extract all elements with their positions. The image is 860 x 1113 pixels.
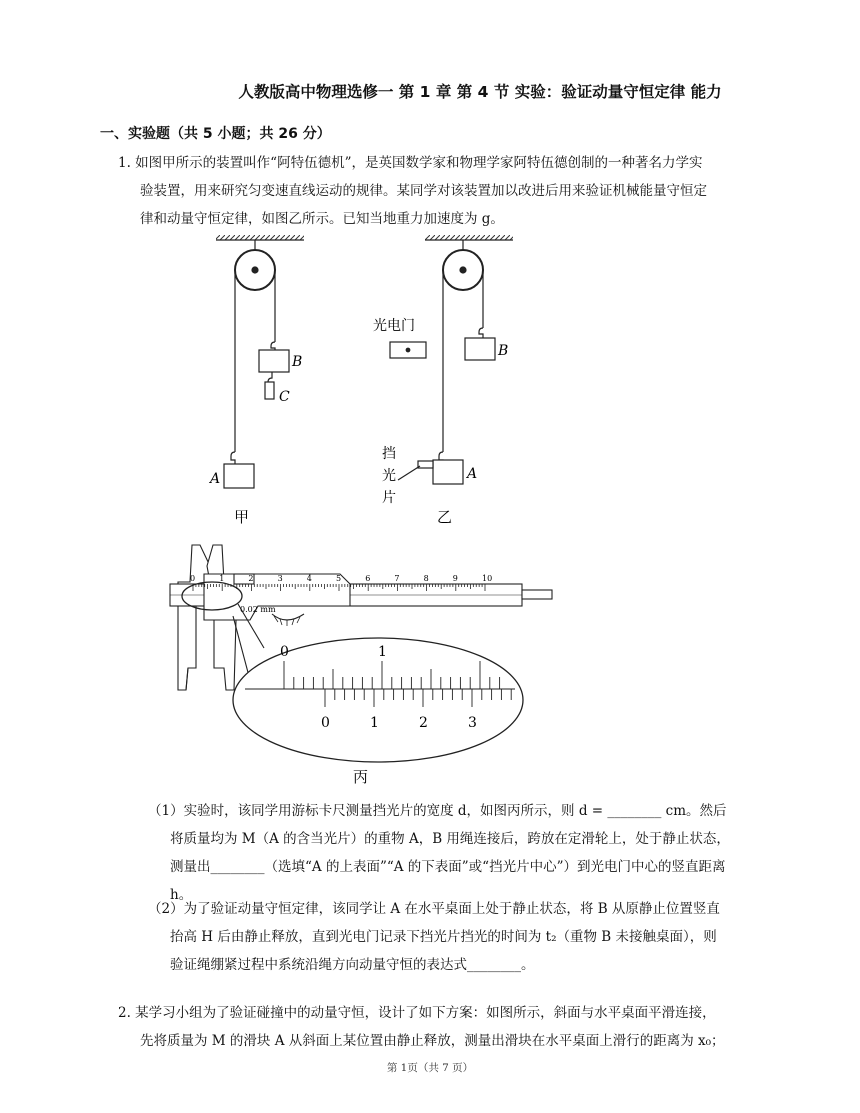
zoom-vernier-label: 3 xyxy=(468,715,477,731)
q1-line-2: 验装置，用来研究匀变速直线运动的规律。某同学对该装置加以改进后用来验证机械能量守恒定 xyxy=(140,183,707,199)
mass-A-jia xyxy=(224,464,254,488)
figure-atwood-caliper xyxy=(150,228,570,793)
ceiling-yi xyxy=(425,235,513,240)
zoom-main-label: 1 xyxy=(378,644,387,660)
main-tick-label: 7 xyxy=(394,574,400,583)
q2-line-1: 2. 某学习小组为了验证碰撞中的动量守恒，设计了如下方案：如图所示，斜面与水平桌面平滑连接， xyxy=(118,1005,716,1021)
main-tick-label: 10 xyxy=(482,574,493,583)
sub1-line-3: 测量出________（选填“A 的上表面”“A 的下表面”或“挡光片中心”）到光电门中心的竖直距离 xyxy=(170,859,726,875)
figure-yi xyxy=(390,235,513,484)
question-1-part-2 xyxy=(148,895,768,979)
page-title: 人教版高中物理选修一 第 1 章 第 4 节 实验：验证动量守恒定律 能力 xyxy=(238,83,722,101)
label-shutter-1: 挡 xyxy=(382,446,396,462)
zoom-vernier-label: 0 xyxy=(321,715,330,731)
label-yi: 乙 xyxy=(437,508,453,526)
question-1-stem xyxy=(118,149,768,233)
section-heading: 一、实验题（共 5 小题；共 26 分） xyxy=(100,126,331,142)
question-1-part-1 xyxy=(148,797,768,909)
label-B-yi: B xyxy=(498,343,509,359)
sub1-line-4: h。 xyxy=(170,887,193,903)
shutter-plate xyxy=(418,461,433,468)
mass-A-yi xyxy=(433,460,463,484)
sub2-line-1: （2）为了验证动量守恒定律，该同学让 A 在水平桌面上处于静止状态，将 B 从原静止位置竖直 xyxy=(148,901,720,917)
main-tick-label: 8 xyxy=(423,574,429,583)
mass-B-jia xyxy=(259,350,289,372)
main-tick-label: 6 xyxy=(365,574,371,583)
mass-C xyxy=(265,382,274,399)
label-A-yi: A xyxy=(467,466,478,482)
figure-bing-caliper xyxy=(170,545,552,762)
main-tick-label: 2 xyxy=(248,574,254,583)
figure-jia xyxy=(216,235,304,488)
main-tick-label: 5 xyxy=(336,574,342,583)
zoom-main-label: 0 xyxy=(280,644,289,660)
label-bing: 丙 xyxy=(353,768,369,786)
main-tick-label: 4 xyxy=(306,574,312,583)
ceiling-jia xyxy=(216,235,304,240)
label-photogate: 光电门 xyxy=(373,318,415,334)
caliper-precision-label: 0.02 mm xyxy=(240,605,276,614)
q1-line-3: 律和动量守恒定律，如图乙所示。已知当地重力加速度为 g。 xyxy=(140,211,504,227)
sub2-line-2: 抬高 H 后由静止释放，直到光电门记录下挡光片挡光的时间为 t₂（重物 B 未接触桌面），则 xyxy=(170,929,717,945)
q2-line-2: 先将质量为 M 的滑块 A 从斜面上某位置由静止释放，测量出滑块在水平桌面上滑行的距离为 x₀； xyxy=(140,1033,725,1049)
sub2-line-3: 验证绳绷紧过程中系统沿绳方向动量守恒的表达式________。 xyxy=(170,957,535,973)
main-tick-label: 3 xyxy=(277,574,283,583)
main-tick-label: 9 xyxy=(452,574,458,583)
q1-line-1: 1. 如图甲所示的装置叫作“阿特伍德机”，是英国数学家和物理学家阿特伍德创制的一种著名力学实 xyxy=(118,155,703,171)
page-footer: 第 1页（共 7 页） xyxy=(386,1062,474,1074)
main-tick-label: 0 xyxy=(190,574,196,583)
question-2-stem xyxy=(118,999,768,1055)
mass-B-yi xyxy=(465,338,495,360)
label-B-jia: B xyxy=(292,354,303,370)
caliper-depth-rod xyxy=(522,590,552,599)
label-jia: 甲 xyxy=(234,508,250,526)
sub1-line-1: （1）实验时，该同学用游标卡尺测量挡光片的宽度 d，如图丙所示，则 d = ________ cm。然后 xyxy=(148,803,727,819)
sub1-line-2: 将质量均为 M（A 的含当光片）的重物 A，B 用绳连接后，跨放在定滑轮上，处于静止状态， xyxy=(170,831,730,847)
label-C: C xyxy=(279,389,290,405)
main-tick-label: 1 xyxy=(219,574,225,583)
label-A-jia: A xyxy=(210,471,221,487)
label-shutter-3: 片 xyxy=(382,490,396,506)
label-shutter-2: 光 xyxy=(382,468,396,484)
zoom-vernier-label: 1 xyxy=(370,715,379,731)
zoom-vernier-label: 2 xyxy=(419,715,428,731)
